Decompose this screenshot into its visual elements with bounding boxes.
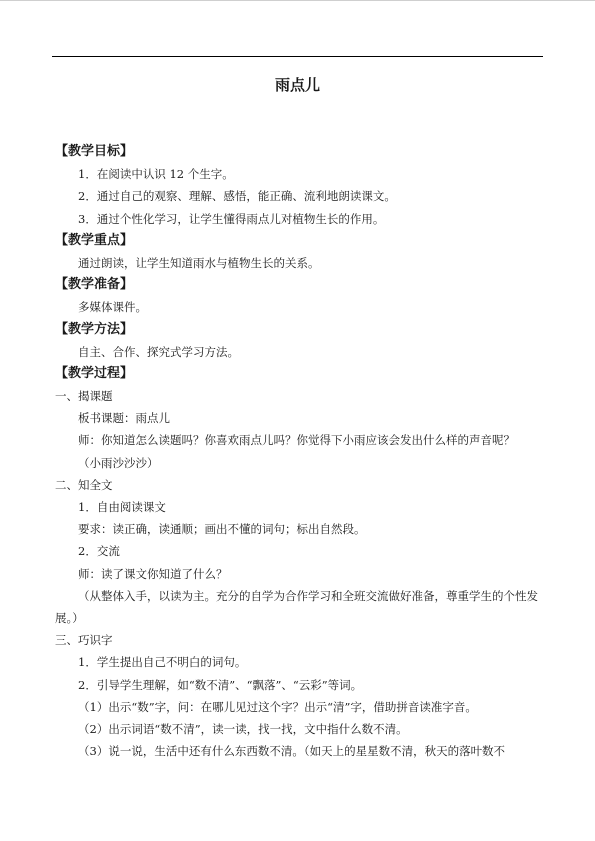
process-step-title: 三、巧识字	[55, 633, 113, 648]
key-points-text: 通过朗读，让学生知道雨水与植物生长的关系。	[78, 255, 320, 270]
process-step-title: 一、揭课题	[55, 389, 113, 404]
header-rule	[52, 56, 543, 57]
process-line: 1．自由阅读课文	[78, 500, 166, 514]
section-heading-preparation: 【教学准备】	[55, 277, 134, 293]
goal-item: 3．通过个性化学习，让学生懂得雨点儿对植物生长的作用。	[78, 211, 385, 226]
goal-item: 2．通过自己的观察、理解、感悟，能正确、流利地朗读课文。	[78, 189, 396, 204]
process-line: （小雨沙沙沙）	[78, 455, 159, 470]
process-line: 2．交流	[78, 544, 120, 559]
process-line: 要求：读正确，读通顺；画出不懂的词句；标出自然段。	[78, 522, 366, 537]
process-line: （2）出示词语“数不清”，读一读，找一找，文中指什么数不清。	[78, 721, 408, 736]
process-note: （从整体入手，以读为主。充分的自学为合作学习和全班交流做好准备，尊重学生的个性发展。）	[55, 588, 538, 625]
section-heading-process: 【教学过程】	[55, 365, 134, 381]
document-title: 雨点儿	[274, 76, 320, 94]
process-line: 师：读了课文你知道了什么？	[78, 566, 228, 581]
process-line: 师：你知道怎么读题吗？你喜欢雨点儿吗？你觉得下小雨应该会发出什么样的声音呢？	[78, 433, 515, 448]
process-line: （3）说一说，生活中还有什么东西数不清。（如天上的星星数不清，秋天的落叶数不	[78, 744, 506, 759]
process-line: 2．引导学生理解，如“数不清”、“飘落”、“云彩”等词。	[78, 677, 363, 692]
process-step-title: 二、知全文	[55, 477, 113, 492]
section-heading-goals: 【教学目标】	[55, 144, 134, 159]
goal-item: 1．在阅读中认识 12 个生字。	[78, 167, 234, 182]
preparation-text: 多媒体课件。	[78, 300, 147, 315]
section-heading-key-points: 【教学重点】	[55, 232, 134, 248]
process-line: （1）出示“数”字，问：在哪儿见过这个字？出示“清”字，借助拼音读准字音。	[78, 699, 477, 714]
process-line: 板书课题：雨点儿	[78, 411, 170, 426]
process-line: 1．学生提出自己不明白的词句。	[78, 655, 247, 670]
section-heading-method: 【教学方法】	[55, 321, 134, 337]
document-body	[55, 141, 545, 762]
method-text: 自主、合作、探究式学习方法。	[78, 344, 239, 359]
page-top-border	[0, 0, 595, 1]
